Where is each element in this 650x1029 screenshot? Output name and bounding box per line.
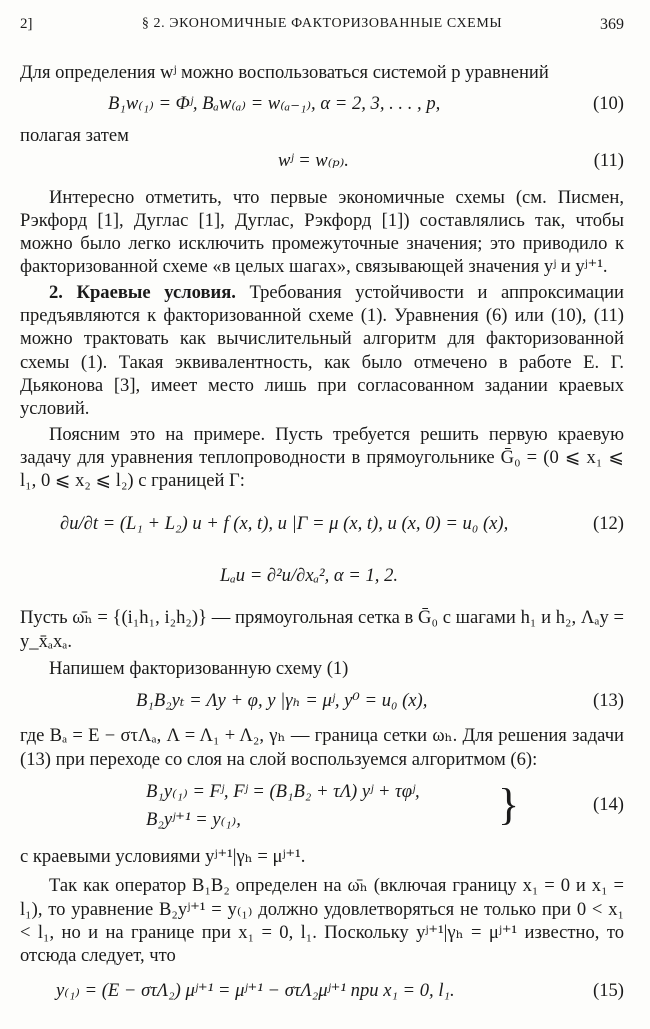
equation-13-body: B₁B₂yₜ = Λy + φ, y |γₕ = μʲ, y⁰ = u₀ (x), xyxy=(136,690,428,712)
equation-10-number: (10) xyxy=(593,93,624,115)
equation-12 xyxy=(20,492,624,548)
section-heading: 2. Краевые условия. xyxy=(49,281,236,303)
equation-10 xyxy=(20,84,624,124)
equation-15-body: y₍₁₎ = (E − στΛ₂) μʲ⁺¹ = μʲ⁺¹ − στΛ₂μʲ⁺¹ при x₁ = 0, l₁. xyxy=(56,980,455,1002)
equation-12b-body: Lₐu = ∂²u/∂xₐ², α = 1, 2. xyxy=(220,565,399,587)
paragraph-5: Поясним это на примере. Пусть требуется решить первую краевую задачу для уравнения теплопроводности в прямоугольнике Ḡ₀ = (0 ⩽ x₁ ⩽ l₁, 0 ⩽ x₂ ⩽ l₂) с границей Γ: xyxy=(20,423,624,492)
running-title: § 2. ЭКОНОМИЧНЫЕ ФАКТОРИЗОВАННЫЕ СХЕМЫ xyxy=(141,16,503,31)
equation-12-number: (12) xyxy=(593,513,624,535)
paragraph-8: где Bₐ = E − στΛₐ, Λ = Λ₁ + Λ₂, γₕ — граница сетки ωₕ. Для решения задачи (13) при переходе со слоя на слой воспользуемся алгоритмом (6): xyxy=(20,725,624,770)
equation-14-brace: } xyxy=(498,779,520,829)
equation-14 xyxy=(20,771,624,841)
paragraph-9: с краевыми условиями yʲ⁺¹|γₕ = μʲ⁺¹. xyxy=(20,845,306,867)
equation-14-line-2: B₂yʲ⁺¹ = y₍₁₎, xyxy=(146,808,241,830)
page xyxy=(20,10,624,1013)
paragraph-2: полагая затем xyxy=(20,125,129,147)
equation-12-continued xyxy=(20,548,624,606)
equation-15-number: (15) xyxy=(593,980,624,1002)
equation-14-line-1: B₁y₍₁₎ = Fʲ, Fʲ = (B₁B₂ + τΛ) yʲ + τφʲ, xyxy=(146,780,420,802)
paragraph-1: Для определения wʲ можно воспользоваться системой p уравнений xyxy=(20,62,549,83)
paragraph-3: Интересно отметить, что первые экономичные схемы (см. Писмен, Рэкфорд [1], Дуглас [1], Дуглас, Рэкфорд [1]) составлялись так, чтобы можно было легко исключить промежуточные значения; это приводило к факторизованной схеме «в целых шагах», связывающей значения yʲ и yʲ⁺¹. xyxy=(20,186,624,278)
equation-15 xyxy=(20,967,624,1013)
section-mark: 2] xyxy=(20,16,33,32)
paragraph-10: Так как оператор B₁B₂ определен на ω̄ₕ (включая границу x₁ = 0 и x₁ = l₁), то уравнение B₂yʲ⁺¹ = y₍₁₎ должно удовлетворяться не только при 0 < x₁ < l₁, но и на границе при x₁ = 0, l₁. Поскольку yʲ⁺¹|γₕ = μʲ⁺¹ известно, то отсюда следует, что xyxy=(20,875,624,967)
paragraph-4-text: Требования устойчивости и аппроксимации предъявляются к факторизованной схеме (1). Уравнения (6) или (10), (11) можно трактовать как вычислительный алгоритм для факторизованной схемы (1). Такая эквивалентность, как было отмечено в работе Е. Г. Дьяконова [3], имеет место лишь при согласованном задании краевых условий. xyxy=(20,281,624,420)
paragraph-6: Пусть ω̄ₕ = {(i₁h₁, i₂h₂)} — прямоугольная сетка в Ḡ₀ с шагами h₁ и h₂, Λₐy = y_x̄ₐxₐ. xyxy=(20,607,624,652)
equation-11-number: (11) xyxy=(593,149,624,171)
equation-10-body: B₁w₍₁₎ = Φʲ, Bₐw₍ₐ₎ = w₍ₐ₋₁₎, α = 2, 3, . . . , p, xyxy=(108,93,441,115)
equation-14-number: (14) xyxy=(593,793,624,815)
running-header xyxy=(20,10,624,36)
equation-11 xyxy=(20,148,624,186)
equation-12-body: ∂u/∂t = (L₁ + L₂) u + f (x, t), u |Γ = μ (x, t), u (x, 0) = u₀ (x), xyxy=(60,513,509,535)
paragraph-7: Напишем факторизованную схему (1) xyxy=(49,658,349,680)
equation-13 xyxy=(20,680,624,724)
equation-13-number: (13) xyxy=(593,690,624,712)
equation-11-body: wʲ = w₍ₚ₎. xyxy=(278,149,349,171)
page-number: 369 xyxy=(600,16,624,33)
paragraph-4 xyxy=(20,281,624,421)
